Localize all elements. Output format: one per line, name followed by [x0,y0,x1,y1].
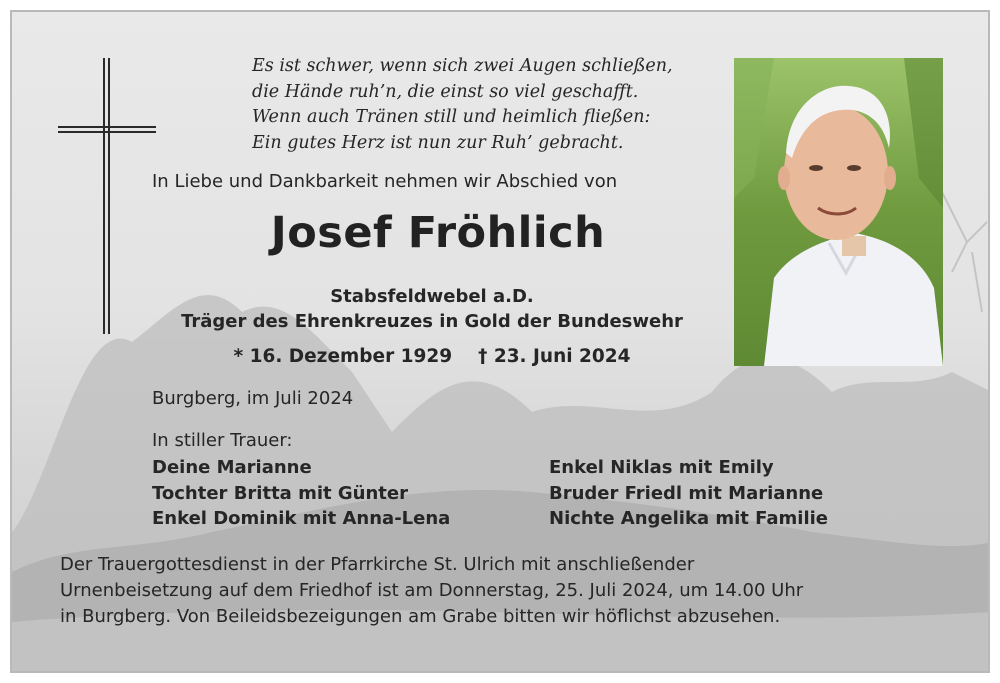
deceased-honor: Träger des Ehrenkreuzes in Gold der Bundeswehr [181,311,683,332]
deceased-name: Josef Fröhlich [270,208,606,258]
obituary-panel [10,10,990,673]
notice-line: in Burgberg. Von Beileidsbezeigungen am Grabe bitten wir höflichst abzusehen. [60,606,781,627]
poem-line: Ein gutes Herz ist nun zur Ruh’ gebracht. [252,132,624,153]
mourners-left-column [152,455,450,532]
portrait-photo [734,58,943,366]
mourner-entry: Enkel Dominik mit Anna-Lena [152,508,451,529]
place-and-date: Burgberg, im Juli 2024 [152,388,354,409]
poem-line: die Hände ruh’n, die einst so viel geschafft. [252,81,639,102]
deceased-titles [132,284,732,334]
mourner-entry: Bruder Friedl mit Marianne [549,482,824,504]
birth-date: * 16. Dezember 1929 [233,346,453,367]
mourner-entry: Enkel Niklas mit Emily [549,457,774,478]
mourner-entry: Tochter Britta mit Günter [152,482,408,504]
poem-line: Es ist schwer, wenn sich zwei Augen schließen, [252,56,673,76]
mourners-label: In stiller Trauer: [152,430,293,451]
farewell-intro: In Liebe und Dankbarkeit nehmen wir Abschied von [152,171,618,192]
notice-line: Urnenbeisetzung auf dem Friedhof ist am Donnerstag, 25. Juli 2024, um 14.00 Uhr [60,580,804,601]
deceased-rank: Stabsfeldwebel a.D. [330,286,534,307]
life-dates [152,346,712,367]
mourners-right-column [549,455,828,532]
death-date: † 23. Juni 2024 [478,346,631,367]
funeral-notice [60,552,960,630]
memorial-poem [252,54,722,156]
poem-line: Wenn auch Tränen still und heimlich fließen: [252,107,651,127]
notice-line: Der Trauergottesdienst in der Pfarrkirche St. Ulrich mit anschließender [60,554,695,575]
mourner-entry: Deine Marianne [152,457,312,478]
mourner-entry: Nichte Angelika mit Familie [549,508,829,529]
